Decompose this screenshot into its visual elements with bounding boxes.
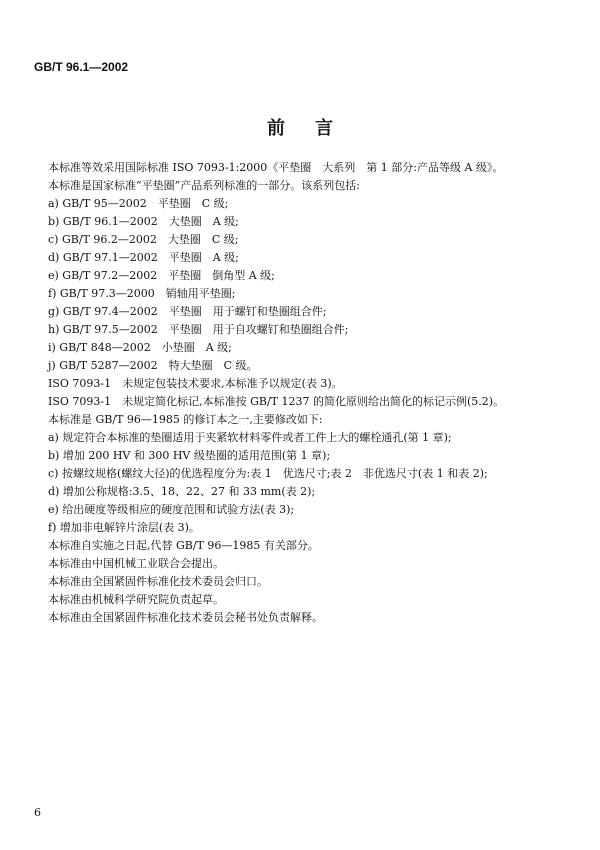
list-item: e) GB/T 97.2—2002 平垫圈 倒角型 A 级; bbox=[48, 269, 275, 282]
paragraph-line: 本标准自实施之日起,代替 GB/T 96—1985 有关部分。 bbox=[48, 539, 319, 552]
list-item: b) GB/T 96.1—2002 大垫圈 A 级; bbox=[48, 215, 239, 228]
page-number: 6 bbox=[34, 806, 41, 819]
paragraph-line: 本标准是 GB/T 96—1985 的修订本之一,主要修改如下: bbox=[48, 413, 323, 426]
list-item: d) 增加公称规格:3.5、18、22、27 和 33 mm(表 2); bbox=[48, 485, 316, 498]
standard-code: GB/T 96.1—2002 bbox=[34, 60, 129, 74]
list-item: d) GB/T 97.1—2002 平垫圈 A 级; bbox=[48, 251, 239, 264]
page-title: 前言 bbox=[267, 118, 363, 139]
list-item: f) GB/T 97.3—2000 销轴用平垫圈; bbox=[48, 287, 236, 300]
list-item: c) 按螺纹规格(螺纹大径)的优选程度分为:表 1 优选尺寸;表 2 非优选尺寸(表 1 和表 2); bbox=[48, 467, 488, 480]
paragraph-line: 本标准由全国紧固件标准化技术委员会秘书处负责解释。 bbox=[48, 611, 323, 624]
list-item: j) GB/T 5287—2002 特大垫圈 C 级。 bbox=[48, 359, 258, 372]
paragraph-line: ISO 7093-1 未规定简化标记,本标准按 GB/T 1237 的简化原则给出简化的标记示例(5.2)。 bbox=[48, 395, 505, 408]
list-item: a) 规定符合本标准的垫圈适用于夹紧软材料零件或者工件上大的螺栓通孔(第 1 章); bbox=[48, 431, 452, 444]
paragraph-line: 本标准是国家标准“平垫圈”产品系列标准的一部分。该系列包括: bbox=[48, 179, 360, 192]
list-item: f) 增加非电解锌片涂层(表 3)。 bbox=[48, 521, 200, 534]
list-item: a) GB/T 95—2002 平垫圈 C 级; bbox=[48, 197, 229, 210]
list-item: c) GB/T 96.2—2002 大垫圈 C 级; bbox=[48, 233, 239, 246]
paragraph-line: 本标准由中国机械工业联合会提出。 bbox=[48, 557, 224, 570]
paragraph-line: 本标准由机械科学研究院负责起草。 bbox=[48, 593, 224, 606]
paragraph-line: ISO 7093-1 未规定包装技术要求,本标准予以规定(表 3)。 bbox=[48, 377, 343, 390]
list-item: h) GB/T 97.5—2002 平垫圈 用于自攻螺钉和垫圈组合件; bbox=[48, 323, 349, 336]
list-item: i) GB/T 848—2002 小垫圈 A 级; bbox=[48, 341, 232, 354]
paragraph-line: 本标准由全国紧固件标准化技术委员会归口。 bbox=[48, 575, 268, 588]
list-item: b) 增加 200 HV 和 300 HV 级垫圈的适用范围(第 1 章); bbox=[48, 449, 331, 462]
list-item: e) 给出硬度等级相应的硬度范围和试验方法(表 3); bbox=[48, 503, 295, 516]
paragraph-line: 本标准等效采用国际标准 ISO 7093-1:2000《平垫圈 大系列 第 1 部分:产品等级 A 级》。 bbox=[48, 161, 504, 174]
list-item: g) GB/T 97.4—2002 平垫圈 用于螺钉和垫圈组合件; bbox=[48, 305, 327, 318]
